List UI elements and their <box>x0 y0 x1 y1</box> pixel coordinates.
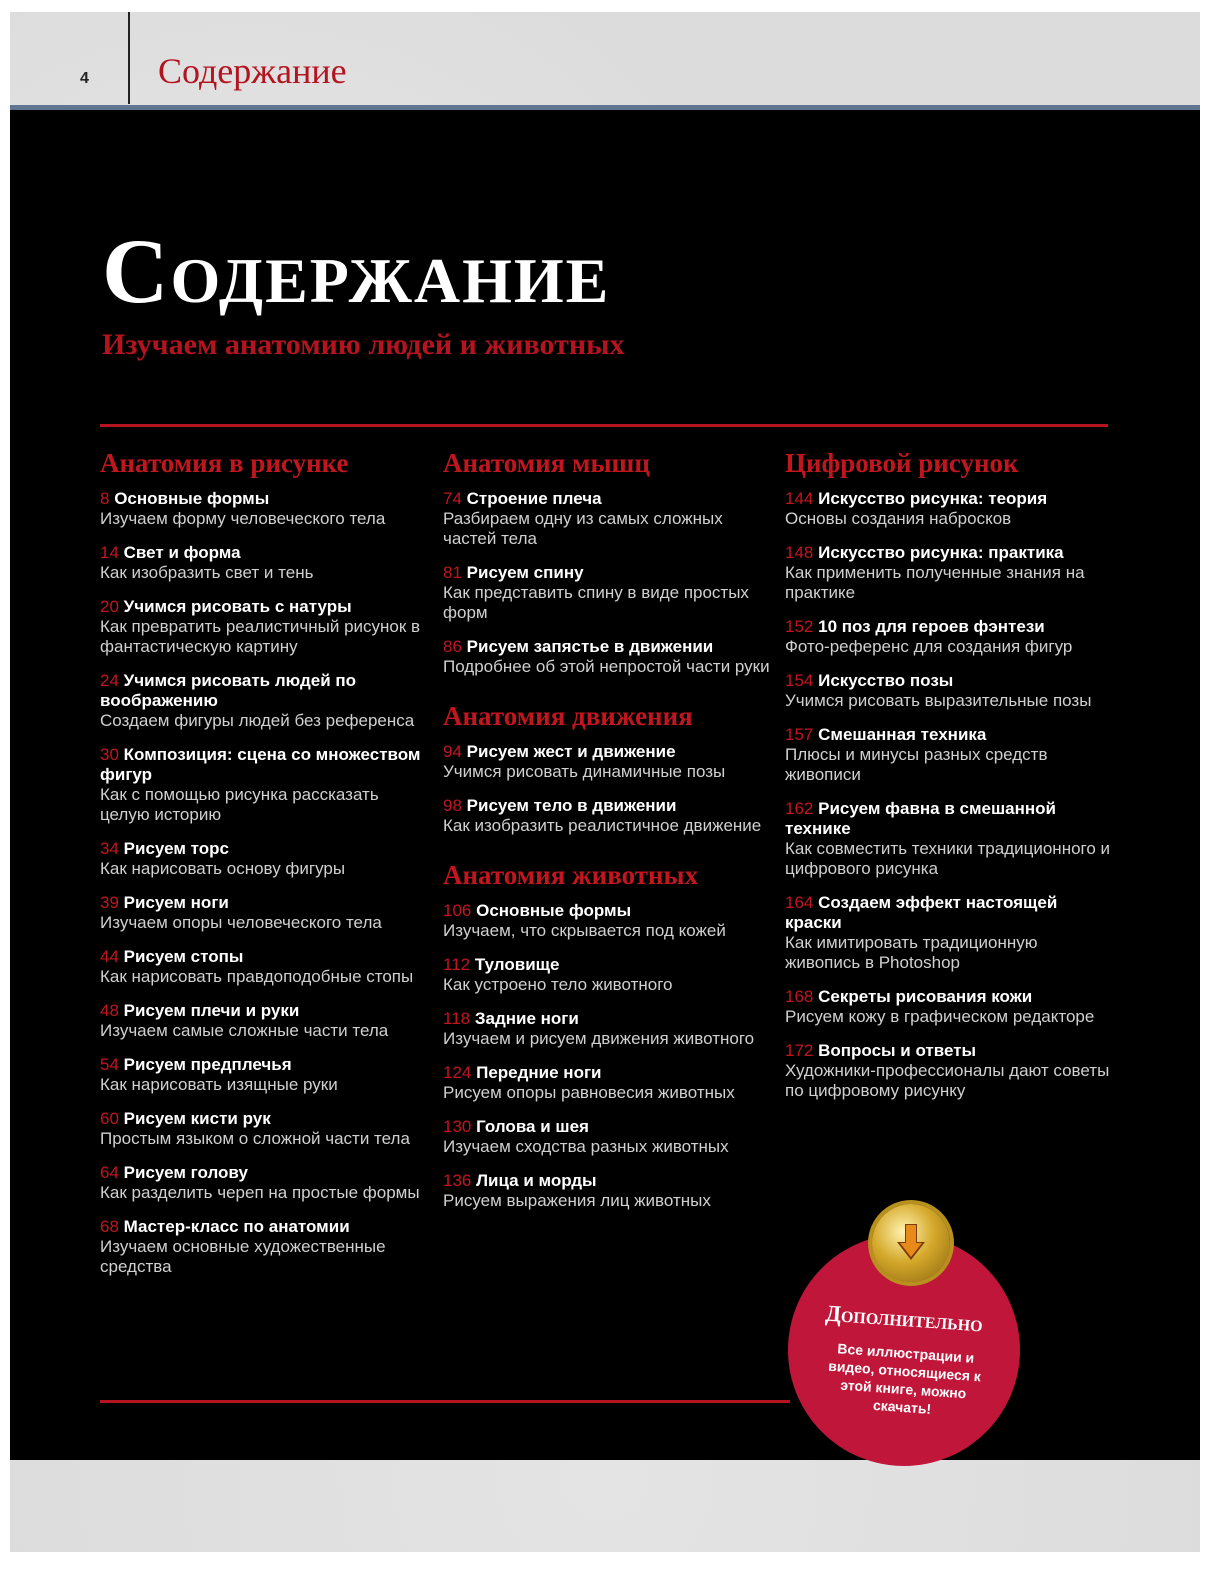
entry-description: Как устроено тело животного <box>443 975 673 994</box>
entry-page-number: 152 <box>785 617 814 636</box>
page-subtitle: Изучаем анатомию людей и животных <box>102 328 625 361</box>
toc-entry[interactable] <box>443 1117 773 1157</box>
entry-title: Основные формы <box>476 901 632 920</box>
entry-description: Изучаем и рисуем движения животного <box>443 1029 755 1048</box>
entry-page-number: 157 <box>785 725 814 744</box>
toc-entry[interactable] <box>100 1163 430 1203</box>
section-title: Анатомия животных <box>443 860 699 890</box>
entry-description: Изучаем, что скрывается под кожей <box>443 921 726 940</box>
badge-title: Дополнительно <box>824 1300 984 1337</box>
entry-heading <box>100 1163 430 1183</box>
column-3 <box>785 448 1115 1115</box>
entry-page-number: 154 <box>785 671 814 690</box>
section-title: Анатомия мышц <box>443 448 650 478</box>
entry-title: Вопросы и ответы <box>818 1041 977 1060</box>
toc-entry[interactable] <box>443 742 773 782</box>
entry-description: Как имитировать традиционную живопись в Photoshop <box>785 933 1038 972</box>
entry-heading <box>443 1063 773 1083</box>
toc-entry[interactable] <box>100 745 430 825</box>
toc-entry[interactable] <box>100 671 430 731</box>
entry-heading <box>100 671 430 711</box>
entry-title: Рисуем спину <box>466 563 584 582</box>
toc-entry[interactable] <box>443 1009 773 1049</box>
page-title: Содержание <box>102 220 611 322</box>
entry-page-number: 86 <box>443 637 462 656</box>
toc-entry[interactable] <box>100 597 430 657</box>
entry-description: Создаем фигуры людей без референса <box>100 711 415 730</box>
contents-panel <box>10 110 1200 1460</box>
bottom-red-rule <box>100 1400 790 1403</box>
entry-description: Как нарисовать правдоподобные стопы <box>100 967 414 986</box>
toc-entry[interactable] <box>785 671 1115 711</box>
entry-title: Рисуем стопы <box>123 947 244 966</box>
entry-page-number: 98 <box>443 796 462 815</box>
entry-title: Строение плеча <box>466 489 602 508</box>
entry-description: Изучаем форму человеческого тела <box>100 509 386 528</box>
entry-title: Мастер-класс по анатомии <box>123 1217 350 1236</box>
toc-entry[interactable] <box>785 893 1115 973</box>
entry-title: Рисуем кисти рук <box>123 1109 271 1128</box>
toc-entry[interactable] <box>785 1041 1115 1101</box>
entry-title: Учимся рисовать с натуры <box>123 597 352 616</box>
entry-description: Как разделить череп на простые формы <box>100 1183 420 1202</box>
toc-entry[interactable] <box>785 987 1115 1027</box>
entry-page-number: 54 <box>100 1055 119 1074</box>
download-arrow-icon <box>895 1222 927 1262</box>
header-divider <box>128 12 130 104</box>
column-2 <box>443 448 773 1225</box>
entry-title: Создаем эффект настоящей краски <box>785 893 1058 932</box>
entry-title: Рисуем жест и движение <box>466 742 676 761</box>
entry-heading <box>100 597 430 617</box>
entry-description: Как превратить реалистичный рисунок в фантастическую картину <box>100 617 421 656</box>
entry-title: Рисуем ноги <box>123 893 229 912</box>
entry-description: Фото-референс для создания фигур <box>785 637 1073 656</box>
toc-entry[interactable] <box>100 1001 430 1041</box>
toc-entry[interactable] <box>100 1109 430 1149</box>
entry-title: Туловище <box>474 955 560 974</box>
entry-description: Как с помощью рисунка рассказать целую историю <box>100 785 379 824</box>
page-header <box>10 12 1200 108</box>
entry-heading <box>100 1217 430 1237</box>
entry-page-number: 136 <box>443 1171 472 1190</box>
entry-title: Основные формы <box>114 489 270 508</box>
entry-page-number: 68 <box>100 1217 119 1236</box>
entry-heading <box>443 955 773 975</box>
entry-title: Рисуем торс <box>123 839 229 858</box>
entry-title: Искусство рисунка: теория <box>818 489 1048 508</box>
section-title: Анатомия в рисунке <box>100 448 349 478</box>
entry-page-number: 106 <box>443 901 472 920</box>
badge-text: Все иллюстрации и видео, относящиеся к этой книге, можно скачать! <box>827 1340 982 1417</box>
entry-heading <box>443 563 773 583</box>
entry-title: Смешанная техника <box>818 725 987 744</box>
entry-description: Изучаем опоры человеческого тела <box>100 913 382 932</box>
entry-heading <box>443 901 773 921</box>
entry-heading <box>100 489 430 509</box>
entry-heading <box>785 725 1115 745</box>
entry-heading <box>100 543 430 563</box>
entry-description: Как применить полученные знания на практике <box>785 563 1085 602</box>
entry-heading <box>785 489 1115 509</box>
entry-heading <box>443 796 773 816</box>
toc-entry[interactable] <box>100 1055 430 1095</box>
entry-page-number: 148 <box>785 543 814 562</box>
entry-description: Изучаем основные художественные средства <box>100 1237 386 1276</box>
entry-heading <box>443 1009 773 1029</box>
toc-entry[interactable] <box>785 617 1115 657</box>
toc-entry[interactable] <box>443 637 773 677</box>
entry-description: Рисуем опоры равновесия животных <box>443 1083 735 1102</box>
toc-entry[interactable] <box>443 955 773 995</box>
entry-description: Художники-профессионалы дают советы по цифровому рисунку <box>785 1061 1110 1100</box>
entry-title: 10 поз для героев фэнтези <box>818 617 1045 636</box>
entry-title: Секреты рисования кожи <box>818 987 1033 1006</box>
toc-entry[interactable] <box>443 563 773 623</box>
entry-description: Рисуем кожу в графическом редакторе <box>785 1007 1095 1026</box>
entry-title: Свет и форма <box>123 543 241 562</box>
toc-entry[interactable] <box>443 489 773 549</box>
toc-entry[interactable] <box>100 543 430 583</box>
entry-heading <box>443 1117 773 1137</box>
entry-page-number: 94 <box>443 742 462 761</box>
entry-description: Как представить спину в виде простых форм <box>443 583 749 622</box>
entry-page-number: 60 <box>100 1109 119 1128</box>
entry-page-number: 118 <box>443 1009 471 1028</box>
entry-heading <box>443 489 773 509</box>
page <box>10 12 1200 1552</box>
entry-title: Лица и морды <box>476 1171 597 1190</box>
entry-description: Как изобразить реалистичное движение <box>443 816 762 835</box>
entry-description: Изучаем самые сложные части тела <box>100 1021 389 1040</box>
entry-page-number: 14 <box>100 543 119 562</box>
toc-entry[interactable] <box>100 893 430 933</box>
toc-entry[interactable] <box>100 489 430 529</box>
entry-heading <box>100 1055 430 1075</box>
toc-entry[interactable] <box>785 799 1115 879</box>
entry-title: Рисуем предплечья <box>123 1055 292 1074</box>
entry-title: Рисуем запястье в движении <box>466 637 714 656</box>
entry-title: Рисуем тело в движении <box>466 796 677 815</box>
entry-heading <box>785 671 1115 691</box>
top-red-rule <box>100 424 1108 427</box>
entry-heading <box>100 1001 430 1021</box>
column-1 <box>100 448 430 1291</box>
page-number: 4 <box>80 70 89 87</box>
entry-title: Учимся рисовать людей по воображению <box>100 671 357 710</box>
entry-heading <box>785 893 1115 933</box>
entry-title: Голова и шея <box>476 1117 589 1136</box>
entry-page-number: 168 <box>785 987 814 1006</box>
toc-entry[interactable] <box>785 543 1115 603</box>
entry-page-number: 112 <box>443 955 471 974</box>
entry-page-number: 8 <box>100 489 110 508</box>
entry-title: Рисуем фавна в смешанной технике <box>785 799 1056 838</box>
entry-description: Учимся рисовать выразительные позы <box>785 691 1092 710</box>
entry-description: Учимся рисовать динамичные позы <box>443 762 726 781</box>
entry-heading <box>100 745 430 785</box>
toc-entry[interactable] <box>100 839 430 879</box>
entry-page-number: 30 <box>100 745 119 764</box>
entry-page-number: 24 <box>100 671 119 690</box>
entry-title: Искусство позы <box>818 671 954 690</box>
entry-description: Как совместить техники традиционного и цифрового рисунка <box>785 839 1111 878</box>
entry-description: Разбираем одну из самых сложных частей тела <box>443 509 723 548</box>
entry-description: Изучаем сходства разных животных <box>443 1137 729 1156</box>
toc-entry[interactable] <box>443 901 773 941</box>
entry-heading <box>785 543 1115 563</box>
entry-page-number: 34 <box>100 839 119 858</box>
entry-title: Рисуем плечи и руки <box>123 1001 300 1020</box>
toc-entry[interactable] <box>443 796 773 836</box>
entry-heading <box>100 947 430 967</box>
entry-title: Задние ноги <box>474 1009 579 1028</box>
entry-heading <box>785 1041 1115 1061</box>
entry-page-number: 74 <box>443 489 462 508</box>
entry-heading <box>443 637 773 657</box>
entry-description: Как изобразить свет и тень <box>100 563 314 582</box>
section-title: Анатомия движения <box>443 701 693 731</box>
download-medal[interactable] <box>872 1204 950 1282</box>
entry-page-number: 144 <box>785 489 814 508</box>
entry-heading <box>443 1171 773 1191</box>
entry-title: Искусство рисунка: практика <box>818 543 1064 562</box>
entry-description: Как нарисовать основу фигуры <box>100 859 346 878</box>
entry-page-number: 20 <box>100 597 119 616</box>
entry-title: Рисуем голову <box>123 1163 248 1182</box>
header-title: Содержание <box>158 51 347 91</box>
entry-page-number: 64 <box>100 1163 119 1182</box>
toc-entry[interactable] <box>100 947 430 987</box>
entry-page-number: 162 <box>785 799 814 818</box>
entry-page-number: 44 <box>100 947 119 966</box>
entry-page-number: 124 <box>443 1063 472 1082</box>
entry-description: Плюсы и минусы разных средств живописи <box>785 745 1048 784</box>
entry-title: Передние ноги <box>476 1063 602 1082</box>
entry-page-number: 164 <box>785 893 814 912</box>
entry-description: Подробнее об этой непростой части руки <box>443 657 770 676</box>
toc-entry[interactable] <box>443 1171 773 1211</box>
section-title: Цифровой рисунок <box>785 448 1019 478</box>
toc-entry[interactable] <box>785 725 1115 785</box>
entry-heading <box>785 617 1115 637</box>
toc-entry[interactable] <box>443 1063 773 1103</box>
entry-page-number: 81 <box>443 563 462 582</box>
entry-description: Как нарисовать изящные руки <box>100 1075 338 1094</box>
toc-entry[interactable] <box>785 489 1115 529</box>
entry-heading <box>100 839 430 859</box>
entry-page-number: 172 <box>785 1041 814 1060</box>
entry-page-number: 39 <box>100 893 119 912</box>
entry-page-number: 130 <box>443 1117 472 1136</box>
entry-heading <box>443 742 773 762</box>
entry-title: Композиция: сцена со множеством фигур <box>100 745 421 784</box>
entry-description: Простым языком о сложной части тела <box>100 1129 410 1148</box>
entry-heading <box>100 1109 430 1129</box>
entry-heading <box>785 987 1115 1007</box>
toc-entry[interactable] <box>100 1217 430 1277</box>
entry-description: Рисуем выражения лиц животных <box>443 1191 711 1210</box>
entry-description: Основы создания набросков <box>785 509 1012 528</box>
entry-heading <box>785 799 1115 839</box>
entry-page-number: 48 <box>100 1001 119 1020</box>
entry-heading <box>100 893 430 913</box>
